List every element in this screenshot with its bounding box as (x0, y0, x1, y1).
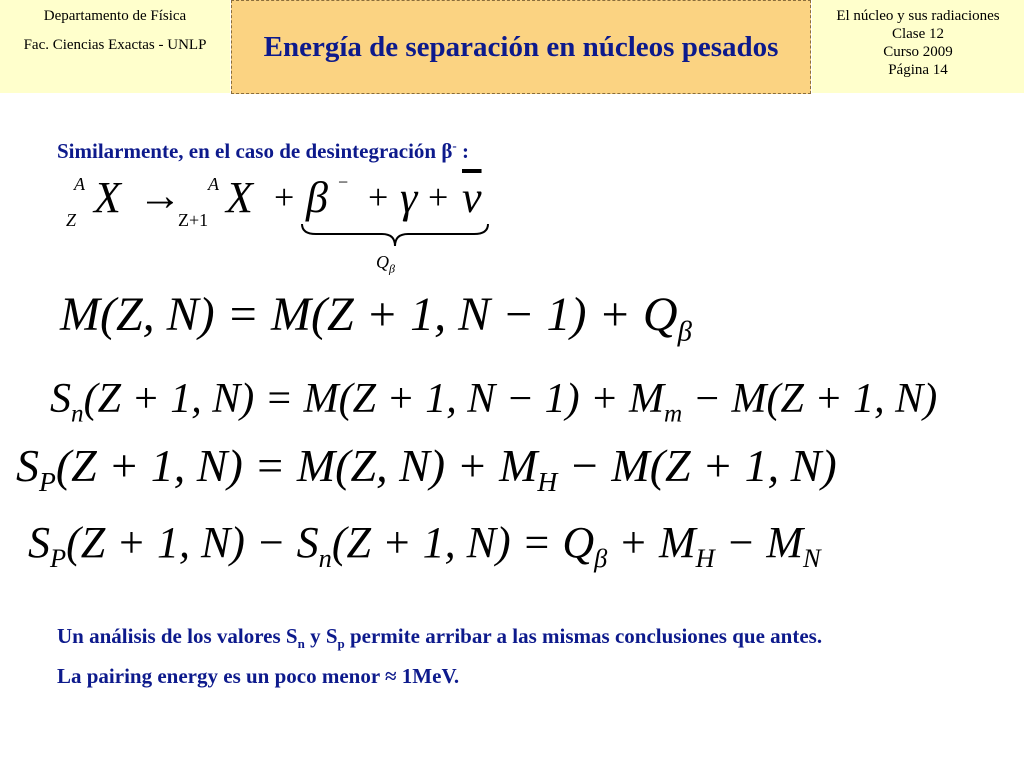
plus-sign: + (428, 177, 449, 217)
q-beta-sub-2: β (594, 542, 608, 573)
intro-tail: : (456, 139, 470, 163)
daughter-nucleus: X (226, 173, 253, 222)
beta-particle: β (306, 173, 328, 222)
mass-number-A: A (74, 174, 85, 194)
sp-minus-sn-equation (28, 517, 821, 574)
atomic-number-Z: Z (66, 210, 77, 230)
conclusion-paragraph-1: Un análisis de los valores $S_n$ y $S_p$ permite arribar a las mismas conclusiones que antes. (57, 624, 823, 652)
sp-equation-part1: (Z + 1, N) = M(Z, N) + M (55, 440, 538, 491)
brace-label: $Q_\beta$ (376, 252, 395, 276)
sp-sub: P (39, 466, 56, 498)
course-year: Curso 2009 (883, 44, 953, 60)
sp-equation-part2: − M(Z + 1, N) (557, 440, 837, 491)
sp-symbol-2: S (28, 518, 50, 567)
class-number: Clase 12 (891, 26, 945, 42)
intro-sup: - (452, 138, 457, 153)
course-name: El núcleo y sus radiaciones (836, 8, 1000, 24)
plus-sign: + (368, 177, 389, 217)
diff-part1: (Z + 1, N) − S (66, 518, 319, 567)
title-panel (231, 0, 811, 94)
header-right-panel (812, 0, 1024, 93)
sn-equation-part1: (Z + 1, N) = M(Z + 1, N − 1) + M (83, 376, 664, 422)
mh-sub: H (537, 466, 558, 498)
intro-main: Similarmente, en el caso de desintegración β (57, 139, 453, 163)
antineutrino: $\overline{\nu}$ (462, 173, 482, 222)
diff-part3: + M (607, 518, 696, 567)
mass-equation (60, 287, 692, 349)
conclusion-paragraph-2: La pairing energy es un poco menor ≈ 1MeV. (57, 664, 460, 689)
mass-number-A-daughter: A (208, 174, 219, 194)
page-number: Página 14 (888, 62, 948, 78)
underbrace-icon (300, 222, 490, 252)
sn-symbol: S (50, 376, 71, 422)
decay-equation (62, 170, 492, 285)
atomic-number-Z1: Z+1 (178, 210, 209, 230)
sn-equation (50, 375, 937, 428)
mn-sub: N (803, 542, 821, 573)
diff-part2: (Z + 1, N) = Q (331, 518, 595, 567)
diff-part4: − M (714, 518, 804, 567)
faculty-label: Fac. Ciencias Exactas - UNLP (23, 37, 207, 53)
gamma-ray: γ (400, 173, 418, 222)
sn-sub-2: n (318, 542, 332, 573)
mm-sub: m (663, 400, 683, 428)
reaction-arrow-icon: → (138, 171, 182, 220)
mass-equation-text: M(Z, N) = M(Z + 1, N − 1) + Q (60, 288, 678, 341)
sp-sub-2: P (50, 542, 67, 573)
beta-charge: − (338, 172, 349, 192)
department-label: Departamento de Física (43, 8, 187, 24)
slide-title: Energía de separación en núcleos pesados (263, 31, 779, 63)
sp-symbol: S (16, 440, 39, 491)
sn-sub: n (71, 400, 84, 428)
sp-equation (16, 439, 837, 498)
q-beta-sub: β (677, 315, 692, 348)
parent-nucleus: X (94, 173, 121, 222)
sn-equation-part2: − M(Z + 1, N) (682, 376, 938, 422)
mh-sub-2: H (695, 542, 715, 573)
intro-text (57, 138, 469, 164)
plus-sign: + (274, 177, 295, 217)
conclusion-text (57, 620, 1017, 693)
header-left-panel (0, 0, 230, 93)
